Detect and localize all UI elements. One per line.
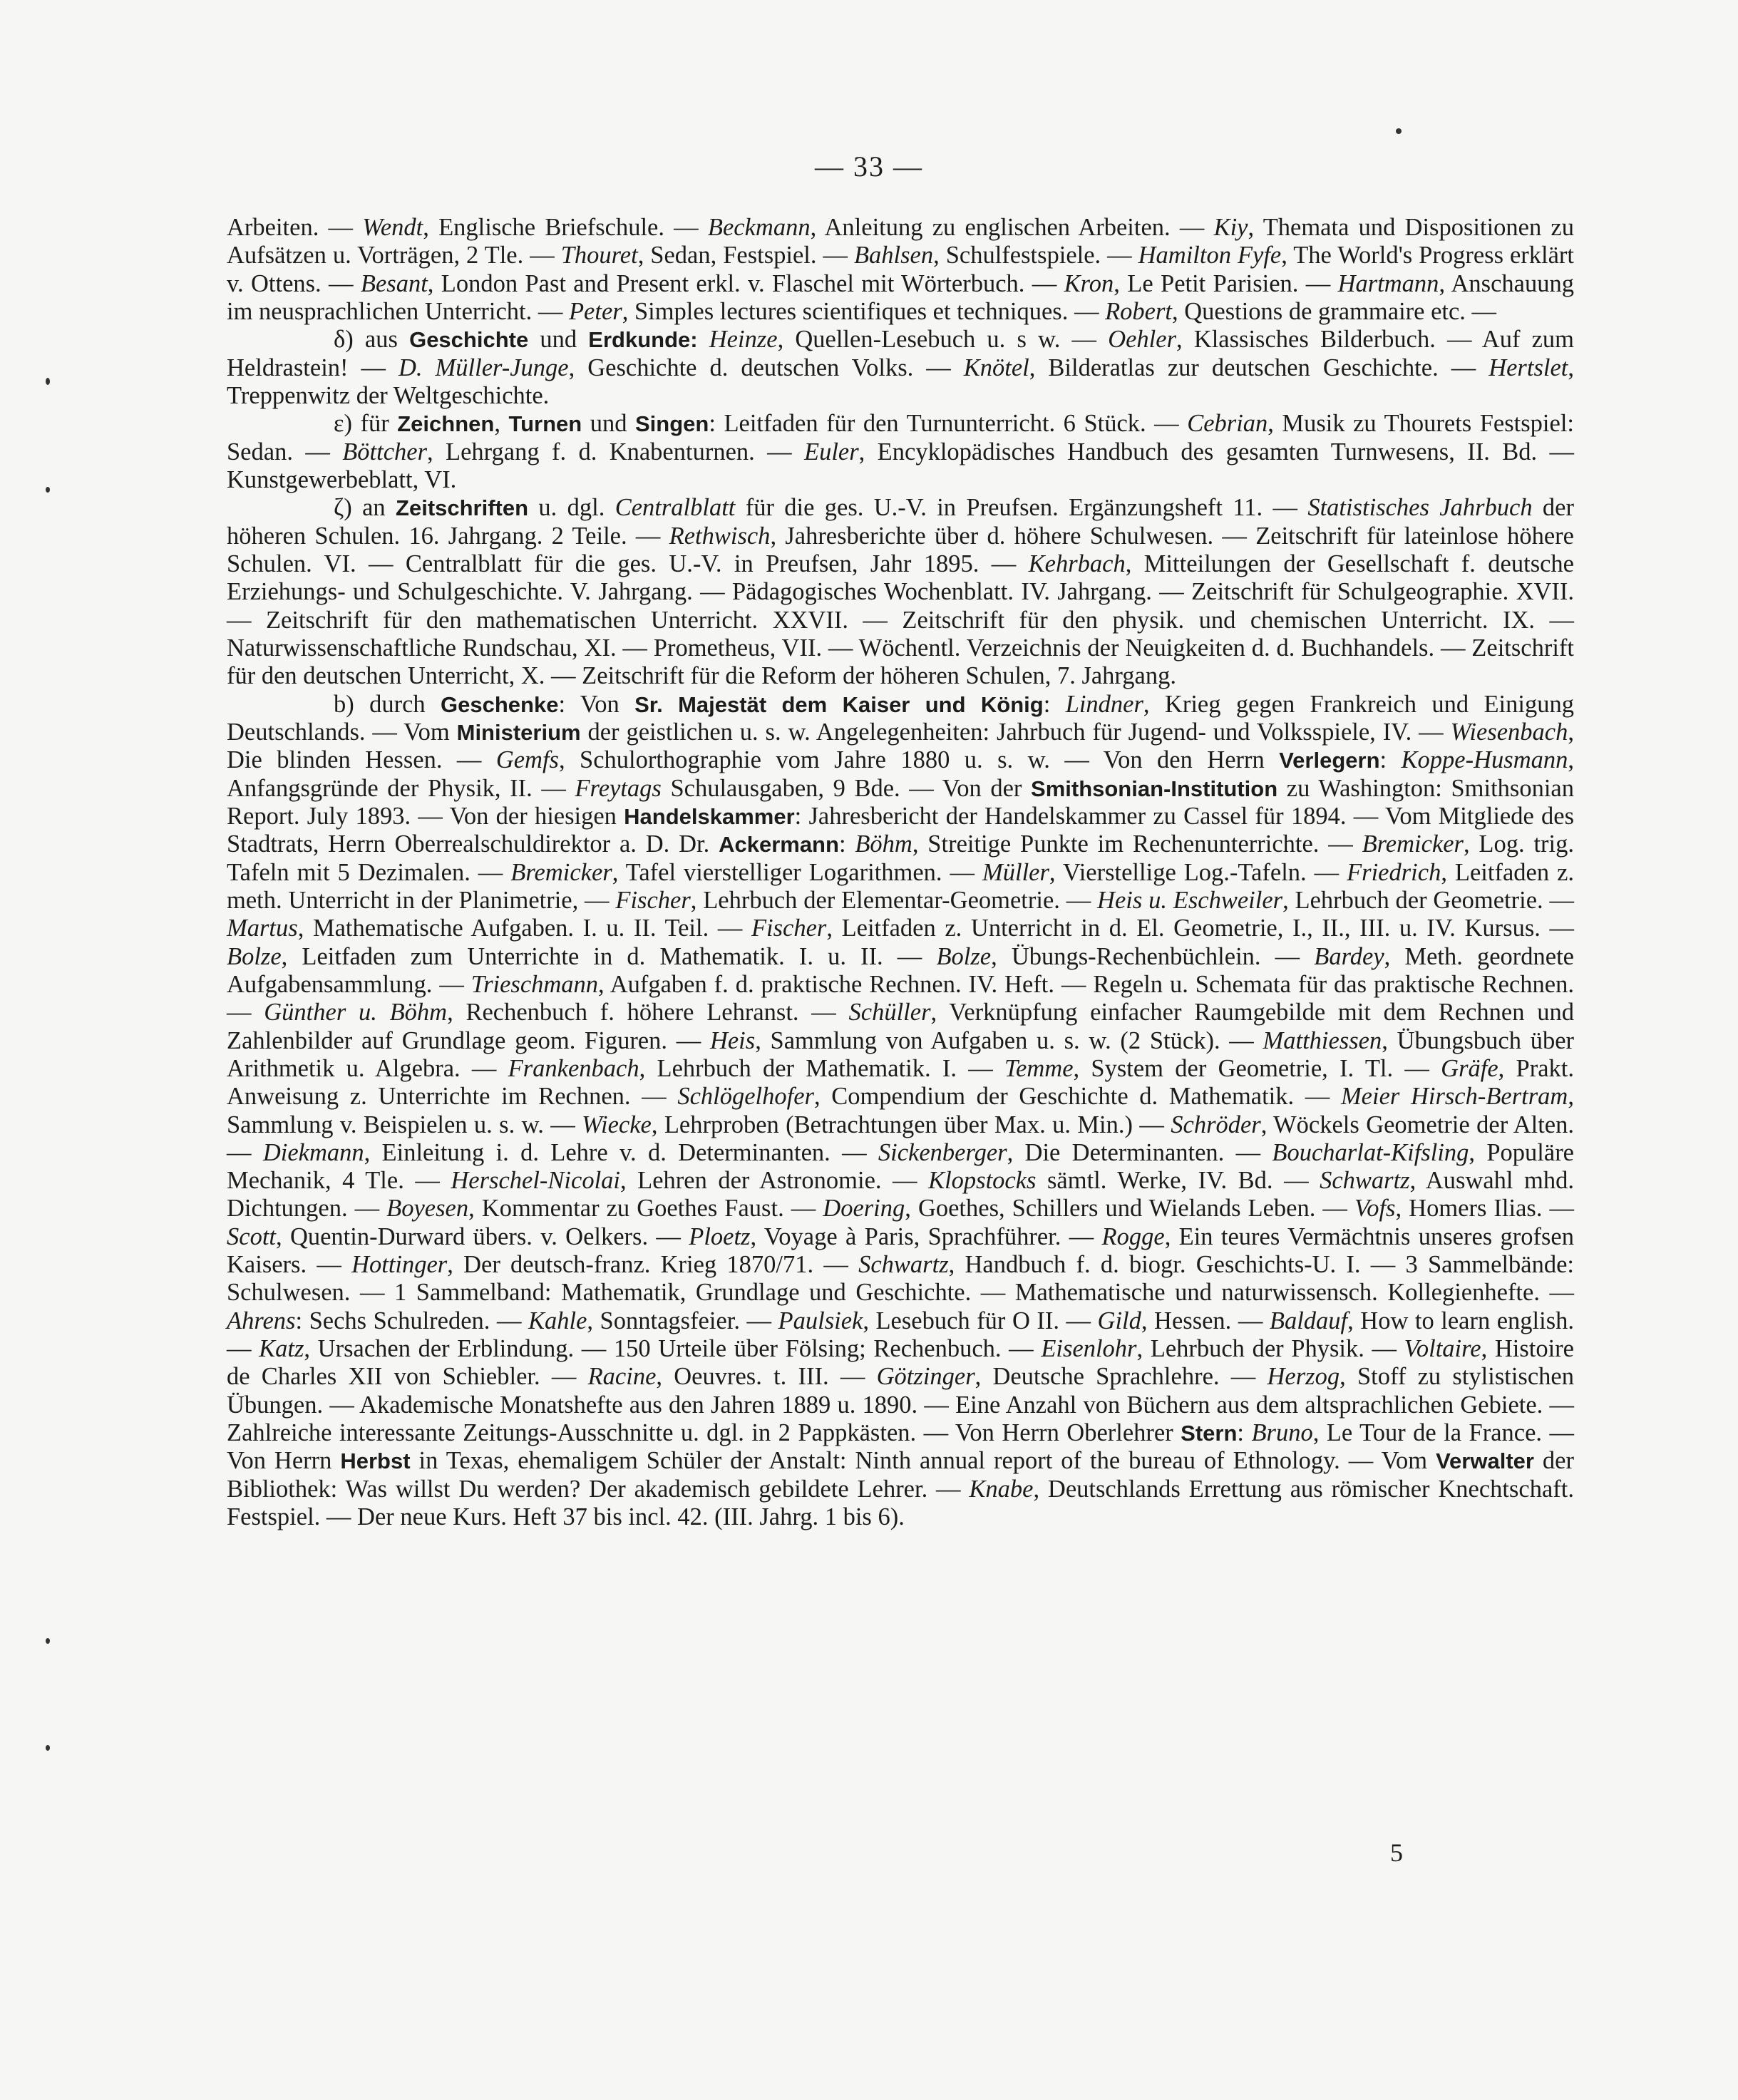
author-name: Ahrens: [227, 1307, 296, 1334]
text-run: , Jahresberichte über d. höhere Schulwesen. — Zeitschrift für lateinlose höhere Schulen. VI. — Centralblatt für die ges. U.-V. in Preufsen, Jahr 1895. —: [227, 522, 1574, 577]
text-run: , Encyklopädisches Handbuch des gesamten Turnwesens, II. Bd. — Kunstgewerbeblatt, VI.: [227, 438, 1574, 493]
author-name: Günther u. Böhm: [264, 999, 448, 1026]
author-name: Schwartz: [858, 1251, 949, 1279]
text-run: , Homers Ilias. —: [1395, 1195, 1574, 1223]
author-name: Centralblatt: [615, 494, 736, 522]
author-name: Kron: [1064, 269, 1114, 297]
author-name: Schlögelhofer: [677, 1083, 814, 1111]
text-run: , Prakt. Anweisung z. Unterrichte im Rechnen. —: [227, 1054, 1574, 1111]
section-heading: Ackermann: [719, 832, 839, 858]
section-heading: Smithsonian-Institution: [1031, 776, 1278, 801]
author-name: Kehrbach: [1028, 550, 1126, 577]
author-name: Statistisches Jahrbuch: [1307, 494, 1533, 522]
text-run: , Auswahl mhd. Dichtungen. —: [227, 1167, 1574, 1223]
scan-speck: [1396, 128, 1402, 134]
text-run: , Anschauung im neusprachlichen Unterricht. —: [227, 269, 1574, 325]
text-run: , Verknüpfung einfacher Raumgebilde mit dem Rechnen und Zahlenbilder auf Grundlage geom. Figuren. —: [227, 999, 1574, 1054]
text-run: , Einleitung i. d. Lehre v. d. Determinanten. —: [364, 1138, 878, 1166]
text-run: :: [1043, 690, 1066, 718]
author-name: Gemfs: [495, 746, 559, 774]
signature-mark: 5: [1390, 1838, 1403, 1867]
text-run: , Sonntagsfeier. —: [587, 1307, 778, 1334]
text-run: δ) aus: [334, 326, 410, 354]
author-name: Bremicker: [510, 858, 612, 886]
author-name: Boucharlat-Kifsling: [1272, 1138, 1469, 1166]
author-name: Rethwisch: [669, 522, 771, 550]
author-name: Schüller: [848, 999, 931, 1026]
author-name: Böhm: [855, 830, 912, 858]
text-run: , Lehrgang f. d. Knabenturnen. —: [427, 438, 805, 465]
paragraph: [227, 494, 1574, 690]
author-name: Oehler: [1108, 326, 1177, 354]
author-name: Eisenlohr: [1041, 1335, 1137, 1363]
text-run: in Texas, ehemaligem Schüler der Anstalt: Ninth annual report of the bureau of Ethnology. — Vom: [410, 1447, 1436, 1475]
author-name: Paulsiek: [778, 1307, 863, 1334]
text-run: : Jahresbericht der Handelskammer zu Cassel für 1894. — Vom Mitgliede des Stadtrats, Herrn Oberrealschuldirektor a. D. Dr.: [227, 802, 1574, 858]
author-name: Freytags: [575, 774, 662, 802]
text-run: , Tafel vierstelliger Logarithmen. —: [612, 858, 982, 886]
section-heading: Sr. Majestät dem Kaiser und König: [634, 691, 1044, 717]
text-run: , Sedan, Festspiel. —: [637, 242, 854, 269]
author-name: Trieschmann: [471, 970, 599, 998]
section-heading: Zeitschriften: [396, 495, 529, 521]
paragraph: [227, 214, 1574, 326]
text-run: , Sammlung v. Beispielen u. s. w. —: [227, 1083, 1574, 1138]
text-run: , Ein teures Vermächtnis unseres grofsen Kaisers. —: [227, 1223, 1574, 1279]
text-run: , Übungs-Rechenbüchlein. —: [991, 942, 1315, 970]
text-run: , London Past and Present erkl. v. Flaschel mit Wörterbuch. —: [427, 269, 1064, 297]
author-name: Bolze: [936, 942, 992, 970]
author-name: Frankenbach: [508, 1054, 639, 1082]
author-name: Kiy: [1213, 214, 1248, 241]
text-run: , Bilderatlas zur deutschen Geschichte. —: [1029, 354, 1489, 381]
text-run: , Lehrbuch der Geometrie. —: [1282, 886, 1574, 914]
author-name: Wiecke: [582, 1111, 652, 1138]
text-run: , Compendium der Geschichte d. Mathematik. —: [813, 1083, 1341, 1111]
text-run: , Schulfestspiele. —: [933, 242, 1138, 269]
text-run: , Mathematische Aufgaben. I. u. II. Teil. —: [297, 915, 751, 942]
paragraph: [227, 410, 1574, 494]
author-name: Voltaire: [1404, 1335, 1481, 1363]
text-run: , Lesebuch für O II. —: [863, 1307, 1098, 1334]
text-run: , Quentin-Durward übers. v. Oelkers. —: [275, 1223, 689, 1250]
text-run: , Lehrbuch der Elementar-Geometrie. —: [690, 886, 1098, 914]
text-run: , Lehren der Astronomie. —: [619, 1167, 929, 1195]
author-name: Hamilton Fyfe: [1138, 242, 1282, 269]
section-heading: Geschenke: [441, 691, 559, 717]
text-run: , Leitfaden z. Unterricht in d. El. Geometrie, I., II., III. u. IV. Kursus. —: [826, 915, 1575, 942]
section-heading: Geschichte: [409, 327, 529, 353]
text-run: ζ) an: [334, 494, 396, 522]
text-run: , Streitige Punkte im Rechenunterrichte. —: [912, 830, 1362, 858]
author-name: Friedrich: [1347, 858, 1441, 886]
section-heading: Turnen: [508, 411, 582, 437]
text-run: , Die blinden Hessen. —: [227, 718, 1574, 774]
scan-speck: [46, 1638, 50, 1644]
author-name: Beckmann: [707, 214, 811, 241]
text-run: , Meth. geordnete Aufgabensammlung. —: [227, 942, 1574, 998]
body-text: [227, 214, 1574, 1531]
section-heading: Verwalter: [1436, 1448, 1534, 1474]
text-run: , Übungsbuch über Arithmetik u. Algebra. —: [227, 1026, 1574, 1082]
section-heading: Verlegern: [1279, 748, 1380, 773]
text-run: [698, 326, 709, 353]
author-name: Temme: [1004, 1054, 1074, 1082]
paragraph: [227, 691, 1574, 1532]
author-name: Böttcher: [342, 438, 427, 465]
text-run: , Le Tour de la France. — Von Herrn: [227, 1419, 1574, 1475]
author-name: Diekmann: [262, 1138, 364, 1166]
text-run: , Rechenbuch f. höhere Lehranst. —: [447, 999, 849, 1026]
text-run: , Krieg gegen Frankreich und Einigung Deutschlands. — Vom: [227, 690, 1574, 746]
text-run: , Kommentar zu Goethes Faust. —: [468, 1195, 823, 1223]
text-run: , Le Petit Parisien. —: [1114, 269, 1338, 297]
author-name: Peter: [568, 297, 622, 325]
author-name: Robert: [1105, 297, 1172, 325]
text-run: , Log. trig. Tafeln mit 5 Dezimalen. —: [227, 830, 1574, 886]
text-run: sämtl. Werke, IV. Bd. —: [1036, 1167, 1320, 1195]
author-name: Cebrian: [1187, 410, 1268, 438]
text-run: der geistlichen u. s. w. Angelegenheiten: Jahrbuch für Jugend- und Volksspiele, IV. —: [580, 718, 1451, 746]
author-name: Bahlsen: [853, 242, 934, 269]
page-number: — 33 —: [815, 150, 923, 182]
text-run: , Simples lectures scientifiques et techniques. —: [622, 297, 1106, 325]
author-name: Fischer: [615, 886, 691, 914]
author-name: Heis: [709, 1026, 756, 1054]
text-run: , Geschichte d. deutschen Volks. —: [568, 354, 964, 381]
text-run: , Schulorthographie vom Jahre 1880 u. s. w. — Von den Herrn: [558, 746, 1280, 774]
author-name: Hertslet: [1488, 354, 1568, 381]
section-heading: Singen: [635, 411, 709, 437]
author-name: Heinze: [709, 326, 778, 354]
text-run: der Bibliothek: Was willst Du werden? Der akademisch gebildete Lehrer. —: [227, 1447, 1574, 1503]
text-run: , Themata und Dispositionen zu Aufsätzen u. Vorträgen, 2 Tle. —: [227, 214, 1574, 269]
text-run: : Sechs Schulreden. —: [295, 1307, 528, 1334]
author-name: Gräfe: [1441, 1054, 1498, 1082]
author-name: Scott: [227, 1223, 276, 1250]
text-run: , How to learn english. —: [227, 1307, 1575, 1363]
text-run: , Lehrbuch der Physik. —: [1136, 1335, 1404, 1363]
text-run: , Treppenwitz der Weltgeschichte.: [227, 354, 1574, 409]
author-name: Koppe-Husmann: [1401, 746, 1568, 774]
author-name: Bardey: [1314, 942, 1384, 970]
author-name: Gild: [1097, 1307, 1141, 1334]
text-run: , Mitteilungen der Gesellschaft f. deutsche Erziehungs- und Schulgeschichte. V. Jahrgang. — Pädagogisches Wochenblatt. IV. Jahrgang. — Zeitschrift für Schulgeographie. XVII. — Zeitschrift für den mathematischen Unterricht. XXVII. — Zeitschrift für den physik. und chemischen Unterricht. IX. — Naturwissenschaftliche Rundschau, XI. — Prometheus, VII. — Wöchentl. Verzeichnis der Neuigkeiten d. d. Buchhandels. — Zeitschrift für den deutschen Unterricht, X. — Zeitschrift für die Reform der höheren Schulen, 7. Jahrgang.: [227, 550, 1574, 690]
scan-speck: [46, 1745, 50, 1751]
text-run: , Lehrproben (Betrachtungen über Max. u. Min.) —: [651, 1111, 1171, 1138]
author-name: D. Müller-Junge: [398, 354, 569, 381]
text-run: und: [528, 326, 589, 354]
text-run: und: [582, 410, 635, 438]
text-run: , Sammlung von Aufgaben u. s. w. (2 Stück). —: [755, 1026, 1263, 1054]
author-name: Wiesenbach: [1450, 718, 1568, 746]
text-run: , Lehrbuch der Mathematik. I. —: [639, 1054, 1005, 1082]
text-run: , Questions de grammaire etc. —: [1171, 297, 1497, 325]
text-run: der höheren Schulen. 16. Jahrgang. 2 Teile. —: [227, 494, 1574, 550]
text-run: , Goethes, Schillers und Wielands Leben. —: [905, 1195, 1354, 1223]
text-run: , Voyage à Paris, Sprachführer. —: [750, 1223, 1102, 1250]
text-run: , Deutsche Sprachlehre. —: [975, 1363, 1267, 1391]
author-name: Fischer: [751, 915, 827, 942]
scan-speck: [46, 378, 50, 385]
author-name: Boyesen: [386, 1195, 469, 1223]
text-run: :: [1237, 1419, 1252, 1447]
text-run: , Vierstellige Log.-Tafeln. —: [1049, 858, 1347, 886]
text-run: Arbeiten. —: [227, 214, 363, 241]
author-name: Racine: [587, 1363, 657, 1391]
author-name: Herzog: [1267, 1363, 1340, 1391]
text-run: : Leitfaden für den Turnunterricht. 6 Stück. —: [709, 410, 1188, 438]
author-name: Heis u. Eschweiler: [1097, 886, 1283, 914]
text-run: Schulausgaben, 9 Bde. — Von der: [661, 774, 1032, 802]
author-name: Götzinger: [876, 1363, 975, 1391]
text-run: , Populäre Mechanik, 4 Tle. —: [227, 1138, 1574, 1195]
text-run: , Ursachen der Erblindung. — 150 Urteile über Fölsing; Rechenbuch. —: [304, 1335, 1042, 1363]
text-run: b) durch: [334, 690, 441, 718]
text-run: , Der deutsch-franz. Krieg 1870/71. —: [447, 1251, 859, 1279]
author-name: Katz: [259, 1335, 304, 1363]
text-run: ε) für: [334, 410, 398, 438]
author-name: Knabe: [969, 1475, 1034, 1503]
section-heading: Ministerium: [456, 719, 581, 745]
author-name: Hottinger: [351, 1251, 448, 1279]
author-name: Doering: [823, 1195, 905, 1223]
text-run: , Die Determinanten. —: [1007, 1138, 1272, 1166]
author-name: Hartmann: [1337, 269, 1439, 297]
section-heading: Erdkunde:: [588, 327, 698, 353]
author-name: Matthiessen: [1263, 1026, 1382, 1054]
text-run: zu Washington: Smithsonian Report. July 1893. — Von der hiesigen: [227, 774, 1574, 830]
author-name: Rogge: [1101, 1223, 1165, 1250]
section-heading: Zeichnen: [397, 411, 495, 437]
text-run: , Englische Briefschule. —: [423, 214, 708, 241]
text-run: , Klassisches Bilderbuch. — Auf zum Heldrastein! —: [227, 326, 1575, 381]
author-name: Euler: [804, 438, 859, 465]
text-run: , Handbuch f. d. biogr. Geschichts-U. I. — 3 Sammelbände: Schulwesen. — 1 Sammelband: Mathematik, Grundlage und Geschichte. — Mathematische und naturwissensch. Kollegienhefte. —: [227, 1251, 1574, 1307]
text-run: , Oeuvres. t. III. —: [656, 1363, 877, 1391]
author-name: Bolze: [227, 942, 282, 970]
author-name: Herschel-Nicolai: [451, 1167, 620, 1195]
text-run: , Deutschlands Errettung aus römischer Knechtschaft. Festspiel. — Der neue Kurs. Heft 37 bis incl. 42. (III. Jahrg. 1 bis 6).: [227, 1475, 1574, 1531]
text-run: , Leitfaden z. meth. Unterricht in der Planimetrie, —: [227, 858, 1575, 914]
text-run: :: [1379, 746, 1402, 774]
text-run: , Anfangsgründe der Physik, II. —: [227, 746, 1574, 802]
author-name: Müller: [982, 858, 1049, 886]
paragraph: [227, 326, 1574, 410]
text-run: ,: [494, 410, 509, 438]
text-run: für die ges. U.-V. in Preufsen. Ergänzungsheft 11. —: [735, 494, 1308, 522]
author-name: Knötel: [963, 354, 1029, 381]
text-run: , Stoff zu stylistischen Übungen. — Akademische Monatshefte aus den Jahren 1889 u. 1890. — Eine Anzahl von Büchern aus dem altsprachlichen Gebiete. — Zahlreiche interessante Zeitungs-Ausschnitte u. dgl. in 2 Pappkästen. — Von Herrn Oberlehrer: [227, 1363, 1574, 1447]
section-heading: Stern: [1181, 1421, 1238, 1446]
text-run: , Histoire de Charles XII von Schiebler. —: [227, 1335, 1574, 1391]
text-run: , Musik zu Thourets Festspiel: Sedan. —: [227, 410, 1574, 465]
scan-speck: [46, 487, 50, 493]
section-heading: Herbst: [340, 1448, 411, 1474]
author-name: Sickenberger: [878, 1138, 1007, 1166]
text-run: , Anleitung zu englischen Arbeiten. —: [810, 214, 1214, 241]
author-name: Vofs: [1354, 1195, 1396, 1223]
author-name: Klopstocks: [928, 1167, 1037, 1195]
author-name: Lindner: [1065, 690, 1143, 718]
author-name: Besant: [360, 269, 428, 297]
author-name: Bruno: [1251, 1419, 1313, 1447]
text-run: : Von: [558, 690, 635, 718]
author-name: Wendt: [362, 214, 423, 241]
text-run: u. dgl.: [528, 494, 615, 522]
author-name: Bremicker: [1362, 830, 1464, 858]
author-name: Thouret: [560, 242, 638, 269]
author-name: Ploetz: [689, 1223, 751, 1250]
text-run: , Aufgaben f. d. praktische Rechnen. IV. Heft. — Regeln u. Schemata für das praktische Rechnen. —: [227, 970, 1574, 1026]
text-run: , Wöckels Geometrie der Alten. —: [227, 1111, 1574, 1166]
text-run: , Quellen-Lesebuch u. s w. —: [777, 326, 1109, 354]
author-name: Martus: [227, 915, 298, 942]
author-name: Schröder: [1171, 1111, 1261, 1138]
author-name: Kahle: [528, 1307, 587, 1334]
text-run: , Hessen. —: [1141, 1307, 1270, 1334]
author-name: Meier Hirsch-Bertram: [1340, 1083, 1568, 1111]
text-run: , System der Geometrie, I. Tl. —: [1073, 1054, 1441, 1082]
text-run: , Leitfaden zum Unterrichte in d. Mathematik. I. u. II. —: [281, 942, 937, 970]
section-heading: Handelskammer: [624, 803, 795, 829]
author-name: Baldauf: [1269, 1307, 1348, 1334]
author-name: Schwartz: [1320, 1167, 1410, 1195]
text-run: :: [838, 830, 855, 858]
text-run: , The World's Progress erklärt v. Ottens. —: [227, 242, 1575, 297]
